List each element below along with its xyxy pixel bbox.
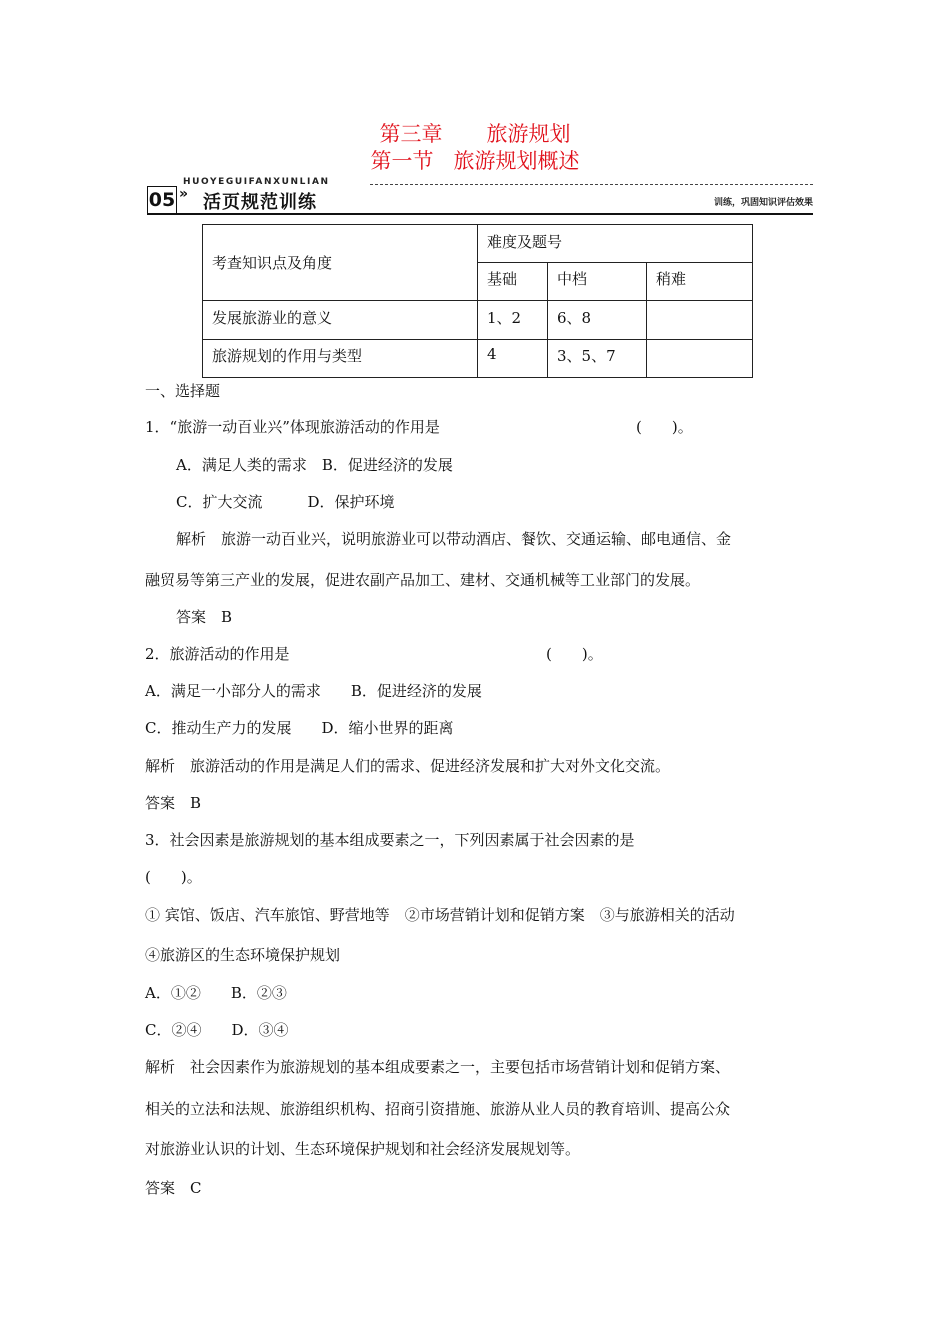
question-3-analysis: 解析 社会因素作为旅游规划的基本组成要素之一，主要包括市场营销计划和促销方案、 (145, 1058, 731, 1076)
row-basic: 1、2 (478, 301, 548, 340)
question-3-items-cont: ④旅游区的生态环境保护规划 (145, 946, 341, 964)
banner-rule (147, 213, 813, 215)
question-3-analysis-end: 对旅游业认识的计划、生态环境保护规划和社会经济发展规划等。 (145, 1140, 581, 1158)
question-1-answer: 答案 B (176, 608, 233, 626)
question-2-stem: 2．旅游活动的作用是 (145, 645, 290, 663)
chapter-title (0, 121, 950, 147)
knowledge-header: 考查知识点及角度 (203, 225, 478, 301)
question-2-options-cd: C．推动生产力的发展 D．缩小世界的距离 (145, 719, 454, 737)
question-1-options-ab: A．满足人类的需求 B．促进经济的发展 (176, 456, 453, 474)
banner-title: 活页规范训练 (203, 192, 317, 213)
chapter-number: 第三章 (379, 122, 443, 146)
table-row (203, 301, 753, 340)
banner-number-badge: 05 (147, 186, 177, 214)
row-medium: 6、8 (548, 301, 647, 340)
double-chevron-icon: » (179, 186, 189, 202)
row-topic: 旅游规划的作用与类型 (203, 340, 478, 378)
question-1-options-cd: C．扩大交流 D．保护环境 (176, 493, 395, 511)
question-1-blank: ( )。 (636, 418, 693, 436)
section-name: 旅游规划概述 (453, 149, 580, 173)
row-topic: 发展旅游业的意义 (203, 301, 478, 340)
difficulty-header: 难度及题号 (478, 225, 753, 263)
row-hard (647, 340, 753, 378)
question-1-stem: 1．“旅游一动百业兴”体现旅游活动的作用是 (145, 418, 440, 436)
question-2-blank: ( )。 (546, 645, 603, 663)
level-basic: 基础 (478, 263, 548, 301)
question-3-options-cd: C．②④ D．③④ (145, 1021, 289, 1039)
banner-dashed-rule (370, 184, 813, 185)
banner-pinyin: HUOYEGUIFANXUNLIAN (183, 177, 330, 187)
question-2-analysis: 解析 旅游活动的作用是满足人们的需求、促进经济发展和扩大对外文化交流。 (145, 757, 671, 775)
section-title (0, 148, 950, 174)
knowledge-table (202, 224, 753, 378)
question-3-answer: 答案 C (145, 1179, 202, 1197)
row-basic: 4 (478, 340, 548, 378)
section-heading: 一、选择题 (145, 382, 221, 400)
question-2-options-ab: A．满足一小部分人的需求 B．促进经济的发展 (145, 682, 482, 700)
question-3-stem: 3．社会因素是旅游规划的基本组成要素之一，下列因素属于社会因素的是 (145, 831, 635, 849)
question-3-options-ab: A．①② B．②③ (145, 984, 287, 1002)
question-3-analysis-cont: 相关的立法和法规、旅游组织机构、招商引资措施、旅游从业人员的教育培训、提高公众 (145, 1100, 731, 1118)
section-number: 第一节 (370, 149, 434, 173)
chapter-name: 旅游规划 (486, 122, 571, 146)
table-row (203, 340, 753, 378)
question-3-items: ① 宾馆、饭店、汽车旅馆、野营地等 ②市场营销计划和促销方案 ③与旅游相关的活动 (145, 906, 735, 924)
level-medium: 中档 (548, 263, 647, 301)
question-1-analysis: 解析 旅游一动百业兴，说明旅游业可以带动酒店、餐饮、交通运输、邮电通信、金 (176, 530, 732, 548)
row-medium: 3、5、7 (548, 340, 647, 378)
row-hard (647, 301, 753, 340)
banner-slogan: 训练，巩固知识评估效果 (713, 198, 813, 208)
level-hard: 稍难 (647, 263, 753, 301)
question-1-analysis-cont: 融贸易等第三产业的发展，促进农副产品加工、建材、交通机械等工业部门的发展。 (145, 571, 701, 589)
question-3-blank: ( )。 (145, 868, 202, 886)
question-2-answer: 答案 B (145, 794, 202, 812)
